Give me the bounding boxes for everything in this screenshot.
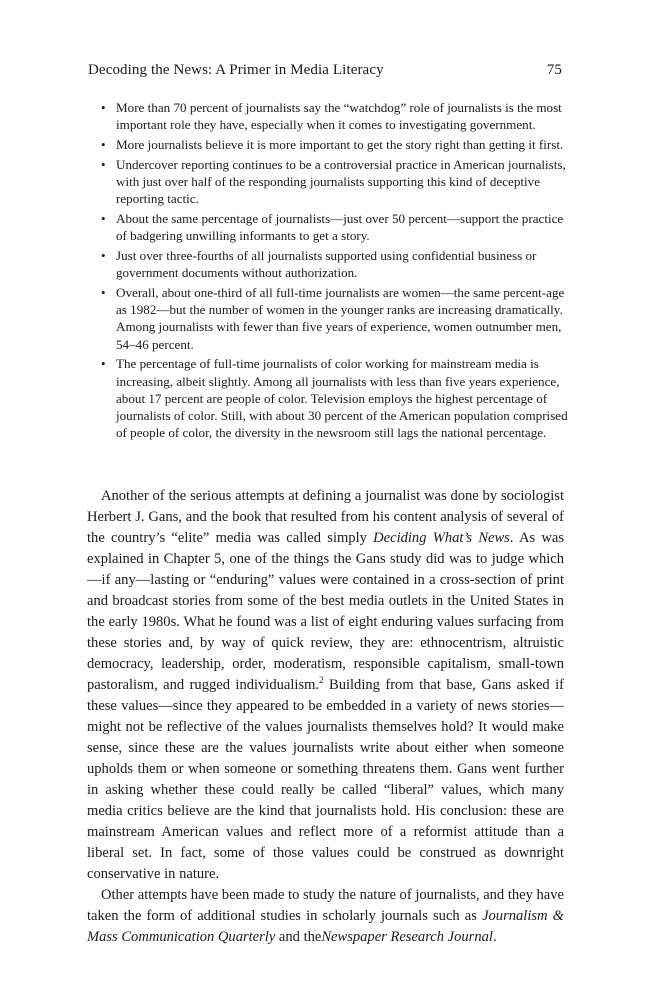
bullet-item: • Undercover reporting continues to be a controversial practice in American journalists, with just over half of the responding journalists supporting this kind of deceptive reporting tactic. bbox=[100, 156, 570, 208]
footnote-reference: 2 bbox=[319, 675, 324, 686]
book-title: Deciding What’s News bbox=[373, 530, 510, 546]
paragraph-text: Another of the serious attempts at defining a journalist was done by sociologist Herbert J. Gans, and the book that resulted from his content analysis of several of the country’s “elite” media was called simply bbox=[87, 488, 564, 546]
paragraph bbox=[87, 885, 564, 948]
paragraph-text: and the bbox=[275, 929, 322, 945]
journal-title: Journalism & Mass Communication Quarterly bbox=[87, 908, 564, 945]
paragraph-text: . bbox=[492, 929, 497, 945]
bullet-item: • About the same percentage of journalists—just over 50 percent—support the practice of badgering unwilling informants to get a story. bbox=[100, 210, 570, 244]
paragraph-text: . As was explained in Chapter 5, one of the things the Gans study did was to judge which—if any—lasting or “enduring” values were contained in a cross-section of print and broadcast stories from some of the best media outlets in the United States in the early 1980s. What he found was a list of eight enduring values surfacing from these stories and, by way of quick review, they are: ethnocentrism, altruistic democracy, leadership, order, moderatism, responsible capitalism, small-town pastoralism, and rugged individualism. bbox=[87, 530, 564, 693]
findings-bullet-list bbox=[100, 99, 570, 444]
running-head bbox=[88, 62, 562, 79]
bullet-item: • The percentage of full-time journalists of color working for mainstream media is increasing, albeit slightly. Among all journalists with less than five years experience, about 17 percent are people of color. Television employs the highest percentage of journalists of color. Still, with about 30 percent of the American population comprised of people of color, the diversity in the newsroom still lags the national percentage. bbox=[100, 355, 570, 441]
running-head-title: Decoding the News: A Primer in Media Literacy bbox=[88, 62, 384, 78]
paragraph-text: Other attempts have been made to study the nature of journalists, and they have taken the form of additional studies in scholarly journals such as bbox=[87, 887, 564, 924]
bullet-item: • Overall, about one-third of all full-time journalists are women—the same percent-age as 1982—but the number of women in the younger ranks are increasing dramatically. Among journalists with fewer than five years of experience, women outnumber men, 54–46 percent. bbox=[100, 284, 570, 353]
body-text bbox=[87, 486, 564, 948]
paragraph bbox=[87, 486, 564, 885]
bullet-item: • More journalists believe it is more important to get the story right than getting it first. bbox=[100, 136, 570, 153]
paragraph-text: Building from that base, Gans asked if these values—since they appeared to be embedded in a variety of news stories—might not be reflective of the values journalists themselves hold? It would make sense, since these are the values journalists write about either when someone upholds them or when someone or something threatens them. Gans went further in asking whether these could really be called “liberal” values, which many media critics believe are the kind that journalists hold. His conclusion: these are mainstream American values and reflect more of a reformist attitude than a liberal set. In fact, some of those values could be construed as downright conservative in nature. bbox=[87, 677, 565, 882]
bullet-item: • More than 70 percent of journalists say the “watchdog” role of journalists is the most important role they have, especially when it comes to investigating government. bbox=[100, 99, 570, 133]
bullet-item: • Just over three-fourths of all journalists supported using confidential business or government documents without authorization. bbox=[100, 247, 570, 281]
page-number: 75 bbox=[546, 62, 562, 78]
journal-title: Newspaper Research Journal bbox=[321, 929, 493, 945]
